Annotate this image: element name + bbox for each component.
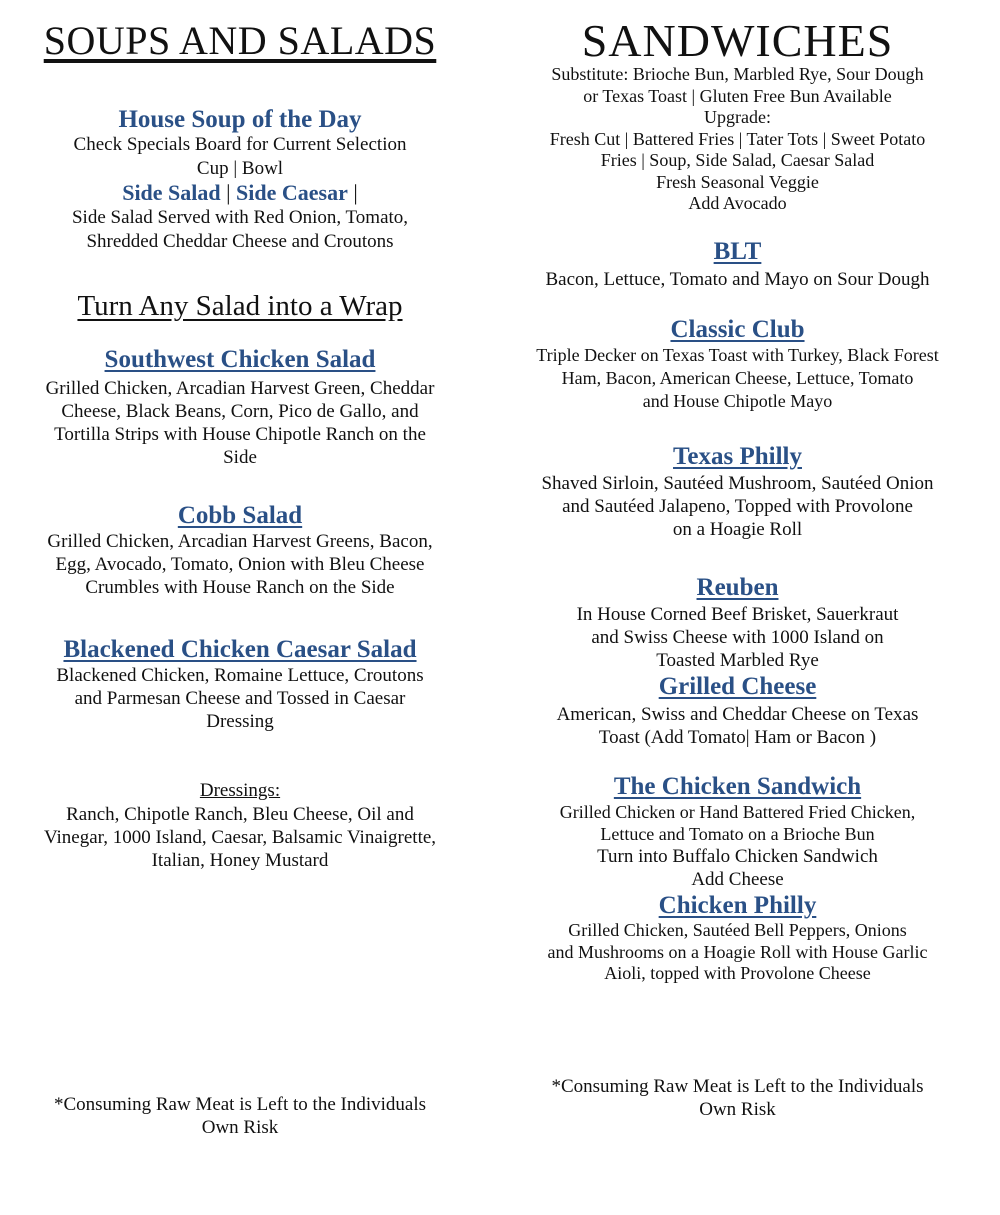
desc-line: American, Swiss and Cheddar Cheese on Texas <box>556 704 919 725</box>
texas-philly-desc <box>515 472 960 541</box>
option-line: Fries | Soup, Side Salad, Caesar Salad <box>600 150 875 170</box>
blt-title: BLT <box>713 238 762 265</box>
desc-line: Crumbles with House Ranch on the Side <box>85 577 395 598</box>
desc-line: Tortilla Strips with House Chipotle Ranch on the <box>54 424 426 445</box>
disclaimer-line1: *Consuming Raw Meat is Left to the Individuals <box>53 1094 427 1115</box>
desc-line: and Swiss Cheese with 1000 Island on <box>591 627 884 648</box>
cobb-desc <box>20 530 460 599</box>
dressings-desc <box>20 803 460 872</box>
desc-line: Grilled Chicken or Hand Battered Fried Chicken, <box>559 802 916 822</box>
sandwiches-heading: SANDWICHES <box>581 15 894 66</box>
blackened-desc <box>20 664 460 733</box>
side-caesar-title: Side Caesar <box>236 180 348 205</box>
blackened-title: Blackened Chicken Caesar Salad <box>63 636 417 663</box>
desc-line: Toast (Add Tomato| Ham or Bacon ) <box>598 727 877 748</box>
right-disclaimer <box>515 1075 960 1121</box>
desc-line: In House Corned Beef Brisket, Sauerkraut <box>576 604 899 625</box>
disclaimer-line1: *Consuming Raw Meat is Left to the Individuals <box>551 1076 924 1097</box>
southwest-title: Southwest Chicken Salad <box>104 346 376 373</box>
desc-line: Aioli, topped with Provolone Cheese <box>604 963 871 983</box>
reuben-desc <box>515 603 960 672</box>
desc-line: Italian, Honey Mustard <box>151 850 329 871</box>
house-soup-title: House Soup of the Day <box>118 106 362 133</box>
desc-line: Grilled Chicken, Arcadian Harvest Green, Cheddar <box>45 378 435 399</box>
side-line1: Side Salad Served with Red Onion, Tomato, <box>71 207 409 228</box>
desc-line: Toasted Marbled Rye <box>656 650 819 671</box>
grilled-cheese-desc <box>515 703 960 749</box>
blt-desc <box>515 268 960 291</box>
desc-line: Bacon, Lettuce, Tomato and Mayo on Sour Dough <box>545 269 930 290</box>
desc-line: and House Chipotle Mayo <box>642 391 833 411</box>
option-line: Add Avocado <box>688 193 787 213</box>
texas-philly-title: Texas Philly <box>673 443 802 470</box>
side-sep: | <box>226 180 231 205</box>
option-line: or Texas Toast | Gluten Free Bun Available <box>583 85 892 106</box>
option-line: Fresh Cut | Battered Fries | Tater Tots | Sweet Potato <box>549 128 926 149</box>
house-soup-line1: Check Specials Board for Current Selection <box>73 134 407 155</box>
sandwich-options <box>515 64 960 215</box>
desc-line: Ranch, Chipotle Ranch, Bleu Cheese, Oil and <box>66 804 414 825</box>
desc-line: Triple Decker on Texas Toast with Turkey, Black Forest <box>536 345 939 365</box>
desc-line: Grilled Chicken, Sautéed Bell Peppers, Onions <box>568 920 907 940</box>
desc-line: Grilled Chicken, Arcadian Harvest Greens, Bacon, <box>47 531 433 552</box>
desc-line: Dressing <box>206 711 274 732</box>
side-salad-line <box>20 180 460 206</box>
desc-line: Vinegar, 1000 Island, Caesar, Balsamic Vinaigrette, <box>43 827 437 848</box>
desc-line: Shaved Sirloin, Sautéed Mushroom, Sautéed Onion <box>541 473 934 494</box>
chicken-philly-title: Chicken Philly <box>658 892 817 919</box>
dressings-title: Dressings: <box>199 780 281 801</box>
desc-line: Blackened Chicken, Romaine Lettuce, Croutons <box>56 665 424 686</box>
desc-line: and Sautéed Jalapeno, Topped with Provolone <box>562 496 913 517</box>
desc-line: Add Cheese <box>691 869 784 890</box>
desc-line: on a Hoagie Roll <box>672 519 803 540</box>
side-salad-title: Side Salad <box>122 180 221 205</box>
cobb-title: Cobb Salad <box>177 502 303 529</box>
side-trail: | <box>353 180 358 205</box>
desc-line: Ham, Bacon, American Cheese, Lettuce, Tomato <box>561 368 914 388</box>
reuben-title: Reuben <box>696 574 779 601</box>
desc-line: Turn into Buffalo Chicken Sandwich <box>597 846 878 867</box>
soups-salads-heading: SOUPS AND SALADS <box>43 18 437 63</box>
southwest-desc <box>20 377 460 469</box>
chicken-sandwich-desc <box>515 802 960 891</box>
classic-club-desc <box>515 344 960 413</box>
chicken-sandwich-title: The Chicken Sandwich <box>613 773 862 800</box>
option-line: Fresh Seasonal Veggie <box>656 171 819 192</box>
desc-line: Lettuce and Tomato on a Brioche Bun <box>600 823 875 844</box>
disclaimer-line2: Own Risk <box>699 1099 776 1120</box>
disclaimer-line2: Own Risk <box>201 1117 279 1138</box>
desc-line: and Mushrooms on a Hoagie Roll with House Garlic <box>547 941 928 962</box>
desc-line: Egg, Avocado, Tomato, Onion with Bleu Cheese <box>55 554 425 575</box>
option-line: Substitute: Brioche Bun, Marbled Rye, Sour Dough <box>551 64 924 84</box>
grilled-cheese-title: Grilled Cheese <box>658 673 817 700</box>
left-disclaimer <box>20 1093 460 1139</box>
wrap-heading: Turn Any Salad into a Wrap <box>77 290 403 322</box>
option-line: Upgrade: <box>704 107 771 127</box>
house-soup-line2: Cup | Bowl <box>196 158 284 179</box>
side-line2: Shredded Cheddar Cheese and Croutons <box>86 231 394 252</box>
chicken-philly-desc <box>515 920 960 985</box>
desc-line: and Parmesan Cheese and Tossed in Caesar <box>74 688 406 709</box>
desc-line: Side <box>223 447 257 468</box>
classic-club-title: Classic Club <box>670 316 805 343</box>
desc-line: Cheese, Black Beans, Corn, Pico de Gallo, and <box>61 401 419 422</box>
